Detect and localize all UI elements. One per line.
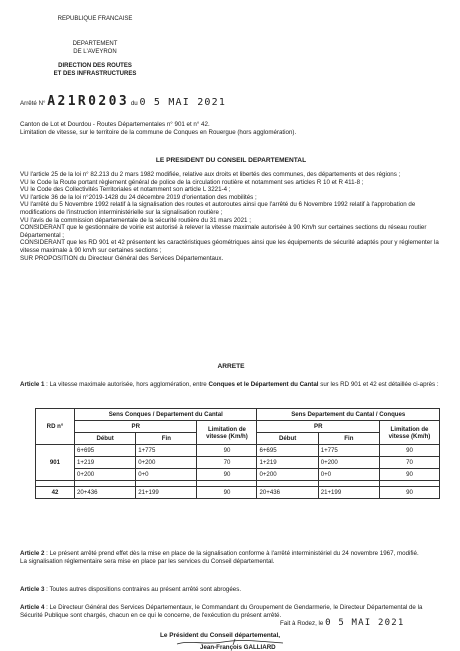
pr-header-2: PR xyxy=(257,421,380,433)
debut-cell: 6+695 xyxy=(257,445,318,457)
fin-cell: 0+200 xyxy=(318,457,379,469)
debut-cell: 1+219 xyxy=(75,457,136,469)
article-3 xyxy=(20,586,442,594)
arrete-number-stamp: A21R0203 xyxy=(47,94,130,109)
canton-line-2: Limitation de vitesse, sur le territoire de la commune de Conques en Rouergue (hors agglomération). xyxy=(20,128,297,136)
arrete-heading: ARRETE xyxy=(217,363,245,370)
article-1-label: Article 1 xyxy=(20,381,45,388)
header-country xyxy=(20,16,170,24)
fin-cell: 0+0 xyxy=(318,469,379,481)
article-3-label: Article 3 xyxy=(20,586,45,593)
vu-item: VU le Code des Collectivités Territoriales et notamment son article L 3221-4 ; xyxy=(20,186,231,194)
table-row xyxy=(36,469,440,481)
president-title: LE PRESIDENT DU CONSEIL DEPARTEMENTAL xyxy=(155,157,307,164)
speed-limit-table xyxy=(35,408,440,499)
fin-header-1: Fin xyxy=(136,433,197,445)
considerant-item: CONSIDERANT que le gestionnaire de voirie est autorisé à relever la vitesse maximale autorisée à 90 Km/h sur certaines sections du réseau routier Départemental ; xyxy=(20,224,427,239)
fait-text: Fait à Rodez, le xyxy=(280,620,324,627)
article-1-text-b: sur les RD 901 et 42 est détaillée ci-après : xyxy=(318,381,439,388)
article-4-label: Article 4 xyxy=(20,604,45,611)
table-row xyxy=(36,457,440,469)
fin-cell: 1+775 xyxy=(136,445,197,457)
canton-line-1: Canton de Lot et Dourdou - Routes Départementales n° 901 et n° 42. xyxy=(20,121,210,128)
article-1-bold: Conques et le Département du Cantal xyxy=(208,381,319,388)
table-row xyxy=(36,445,440,457)
fin-cell: 1+775 xyxy=(318,445,379,457)
debut-cell: 6+695 xyxy=(75,445,136,457)
signature-place-date xyxy=(280,618,405,628)
arrete-date-stamp: 0 5 MAI 2021 xyxy=(139,97,227,108)
vu-item: VU le Code la Route portant règlement général de police de la circulation routière et notamment ses articles R 10 et R 411-8 ; xyxy=(20,178,364,186)
limit-cell: 90 xyxy=(197,469,257,481)
debut-header-1: Début xyxy=(75,433,136,445)
article-2-text: : Le présent arrêté prend effet dès la mise en place de la signalisation conforme à l'arrêté interministériel du 24 novembre 1967, modifié. xyxy=(44,550,419,557)
table-row xyxy=(36,487,440,499)
fin-cell: 0+0 xyxy=(136,469,197,481)
signature-date-stamp: 0 5 MAI 2021 xyxy=(325,618,405,628)
debut-cell: 20+436 xyxy=(257,487,318,499)
debut-header-2: Début xyxy=(257,433,318,445)
debut-cell: 20+436 xyxy=(75,487,136,499)
arrete-label: Arrêté N° xyxy=(20,100,46,107)
proposition-item: SUR PROPOSITION du Directeur Général des Services Départementaux. xyxy=(20,254,224,262)
canton-block xyxy=(20,121,442,136)
direction-line-1: DIRECTION DES ROUTES xyxy=(58,63,132,69)
header-department xyxy=(20,41,170,56)
limit-cell: 90 xyxy=(197,487,257,499)
header-direction xyxy=(20,63,170,78)
limit-header-1: Limitation de vitesse (Km/h) xyxy=(197,421,257,445)
fin-cell: 21+199 xyxy=(136,487,197,499)
vu-item: VU l'article 25 de la loi n° 82.213 du 2 mars 1982 modifiée, relative aux droits et libertés des communes, des départements et des régions ; xyxy=(20,171,401,178)
fin-header-2: Fin xyxy=(318,433,379,445)
article-2-label: Article 2 xyxy=(20,550,45,557)
vu-item: VU l'arrêté du 5 Novembre 1992 relatif à la signalisation des routes et autoroutes ainsi que l'arrêté du 6 Novembre 1992 relatif à l'approbation de modifications de l'instruction interministérielle sur la signalisation routière ; xyxy=(20,201,416,216)
fin-cell: 21+199 xyxy=(318,487,379,499)
vu-list xyxy=(20,171,442,262)
article-3-text: : Toutes autres dispositions contraires au présent arrêté sont abrogées. xyxy=(44,586,242,593)
debut-cell: 0+200 xyxy=(257,469,318,481)
considerant-item: CONSIDERANT que les RD 901 et 42 présentent les caractéristiques géométriques ainsi que les équipements de sécurité adaptés pour y réglementer la vitesse maximale à 90 km/h sur certaines sections ; xyxy=(20,239,439,254)
rd-cell: 42 xyxy=(36,487,75,499)
fin-cell: 0+200 xyxy=(136,457,197,469)
limit-cell: 90 xyxy=(197,445,257,457)
limit-cell: 90 xyxy=(380,487,440,499)
limit-cell: 90 xyxy=(380,445,440,457)
article-1 xyxy=(20,381,442,389)
article-4 xyxy=(20,604,442,619)
direction-line-2: ET DES INFRASTRUCTURES xyxy=(53,70,137,77)
limit-cell: 70 xyxy=(197,457,257,469)
vu-item: VU l'avis de la commission départementale de la sécurité routière du 31 mars 2021 ; xyxy=(20,216,251,224)
arrete-du: du xyxy=(130,100,138,107)
article-4-text: : Le Directeur Général des Services Départementaux, le Commandant du Groupement de Gendarmerie, le Directeur Départemental de la Sécurité Publique sont chargés, chacun en ce qui le concerne, de l'exécution du présent arrêté. xyxy=(20,604,423,619)
group-header-1: Sens Conques / Departement du Cantal xyxy=(75,409,257,421)
department-line-1: DEPARTEMENT xyxy=(72,41,118,47)
article-1-text-a: : La vitesse maximale autorisée, hors agglomération, entre xyxy=(44,381,209,388)
vu-item: VU l'article 36 de la loi n°2019-1428 du 24 décembre 2019 d'orientation des mobilités ; xyxy=(20,193,257,201)
pr-header-1: PR xyxy=(75,421,197,433)
department-line-2: DE L'AVEYRON xyxy=(73,48,117,55)
arrete-number-line xyxy=(20,95,226,111)
limit-cell: 90 xyxy=(380,469,440,481)
debut-cell: 0+200 xyxy=(75,469,136,481)
country-name: REPUBLIQUE FRANCAISE xyxy=(57,16,133,22)
rd-header: RD n° xyxy=(36,409,75,445)
limit-cell: 70 xyxy=(380,457,440,469)
signatory-title: Le Président du Conseil départemental, xyxy=(160,632,281,639)
article-2-text-2: La signalisation réglementaire sera mise en place par les services du Conseil départemental. xyxy=(20,557,275,565)
debut-cell: 1+219 xyxy=(257,457,318,469)
limit-header-2: Limitation de vitesse (Km/h) xyxy=(380,421,440,445)
article-2 xyxy=(20,550,442,565)
group-header-2: Sens Departement du Cantal / Conques xyxy=(257,409,440,421)
rd-cell: 901 xyxy=(36,445,75,481)
signatory-name: Jean-François GALLIARD xyxy=(200,644,276,651)
